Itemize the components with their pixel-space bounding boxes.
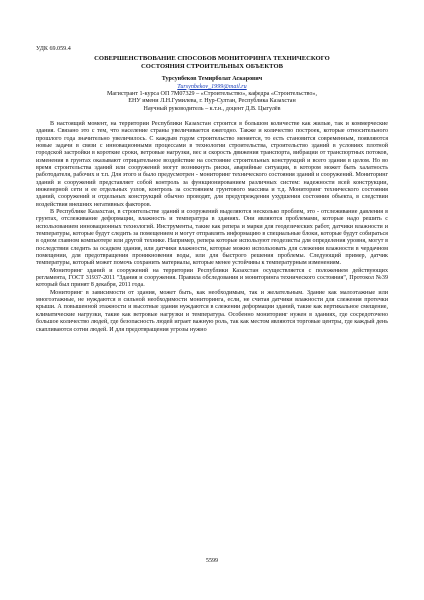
author-email-link[interactable]: Tursynbekov_1999@mail.ru — [177, 83, 247, 90]
author-name: Турсунбеков Темирболат Аскарович — [161, 76, 263, 83]
title-line: СОВЕРШЕНСТВОВАНИЕ СПОСОБОВ МОНИТОРИНГА ТЕХНИЧЕСКОГО — [94, 55, 330, 63]
udk-code: УДК 69.059.4 — [36, 46, 71, 52]
body-paragraph: Мониторинг зданий и сооружений на территории Республики Казахстан осуществляется с положением действующих регламента, ГОСТ 31937-2011 "Здания и сооружения. Правила обследования и мониторинга технического состояния", Протокол №39 который был принят 8 декабря, 2011 года. — [36, 267, 388, 289]
page-number: 5599 — [205, 558, 219, 564]
article-title — [36, 55, 388, 70]
article-body — [36, 121, 388, 334]
title-line: СОСТОЯНИЯ СТРОИТЕЛЬНЫХ ОБЪЕКТОВ — [141, 62, 283, 70]
author-block — [36, 76, 388, 112]
body-paragraph: В Республике Казахстан, в строительстве зданий и сооружений выделяются несколько проблем, это - отслеживание давления в грунтах, отслеживание деформации, влажность и температура в зданиях. Они являются проблемами, которые надо решить с использованием инновационных технологий. Инструменты, такие как репера и марки для геодезических работ, датчики влажности и температуры, которые будут следить за помещением и могут отправлять информацию в специальные блоки, которые будут собираться в одном главном компьютере или другой технике. Например, репера которые используют геодезисты для определения уровня, могут в последствии следить за осадком здания, или датчики влажности, которые можно использовать для слежения влажности в чердачном помещении, для предотвращения проникновения воды, или для быстрого решения проблемы. Следующий пример, датчик температуры, который может помочь сохранить материалы, которые менее устойчивы к температурным изменениям. — [36, 209, 388, 267]
body-paragraph: В настоящий момент, на территории Республики Казахстан строится в большом количестве как жилые, так и коммерческие здания. Связано это с тем, что население страны увеличивается ежегодно. Также и количество построек, которые относительного прошлого года значительно увеличилось. С каждым годом строительство меняется, то есть становится современным, появляются новые задачи в связи с инновационными процессами в технологии строительства, строительство зданий в условиях плотной городской застройки в короткие сроки, ветровые нагрузки, вес и скорость движения транспорта, вибрации от транспортных потоков, изменения в грунтах оказывают отрицательное воздействие на состояние строительных конструкций и всего здания в целом. Но во время строительства зданий или сооружений могут возникнуть риски, аварийные ситуации, в котором может быть халатность работодателя, рабочих и т.п. Для этого и было предусмотрен - мониторинг технического состояния зданий и сооружений. Мониторинг зданий и сооружений представляет собой контроль за функционированием различных систем: надежности всей конструкции, инженерной сети и ее отдельных узлов, контроль за состоянием грунтового массива и т.д. Мониторинг технического состояния зданий, сооружений и отдельных конструкций обычно проводят, для предупреждения ухудшения состояния объекта, в следствии воздействия внешних негативных факторов. — [36, 120, 388, 208]
body-paragraph: Мониторинг в зависимости от здания, может быть, как необходимым, так и желательным. Здание как малоэтажные или многоэтажные, не нуждаются в сильной необходимости мониторинга, если, не считая датчики влажности для слежения протечки крыши. А повышенной этажности и высотные здания нуждаются в слежении деформации зданий, такие как вертикальное смещение, климатические нагрузки, такие как ветровые нагрузки и температура. Особенно мониторинг нужен в зданиях, где сосредоточено большое количество людей, где безопасность людей играет важную роль, так как местом являются торговые центры, где каждый день скапливаются сотни людей. И для предотвращения угрозы нужно — [36, 289, 388, 333]
affiliation-line: Научный руководитель – к.т.н., доцент Д.В. Цыгулёв — [143, 105, 281, 112]
affiliation-line: Магистрант 1-курса ОП 7M07329 – «Строительство», кафедра «Строительство», — [106, 90, 317, 97]
affiliation-line: ЕНУ имени Л.Н.Гумилева, г. Нур-Султан, Республика Казахстан — [128, 98, 296, 105]
